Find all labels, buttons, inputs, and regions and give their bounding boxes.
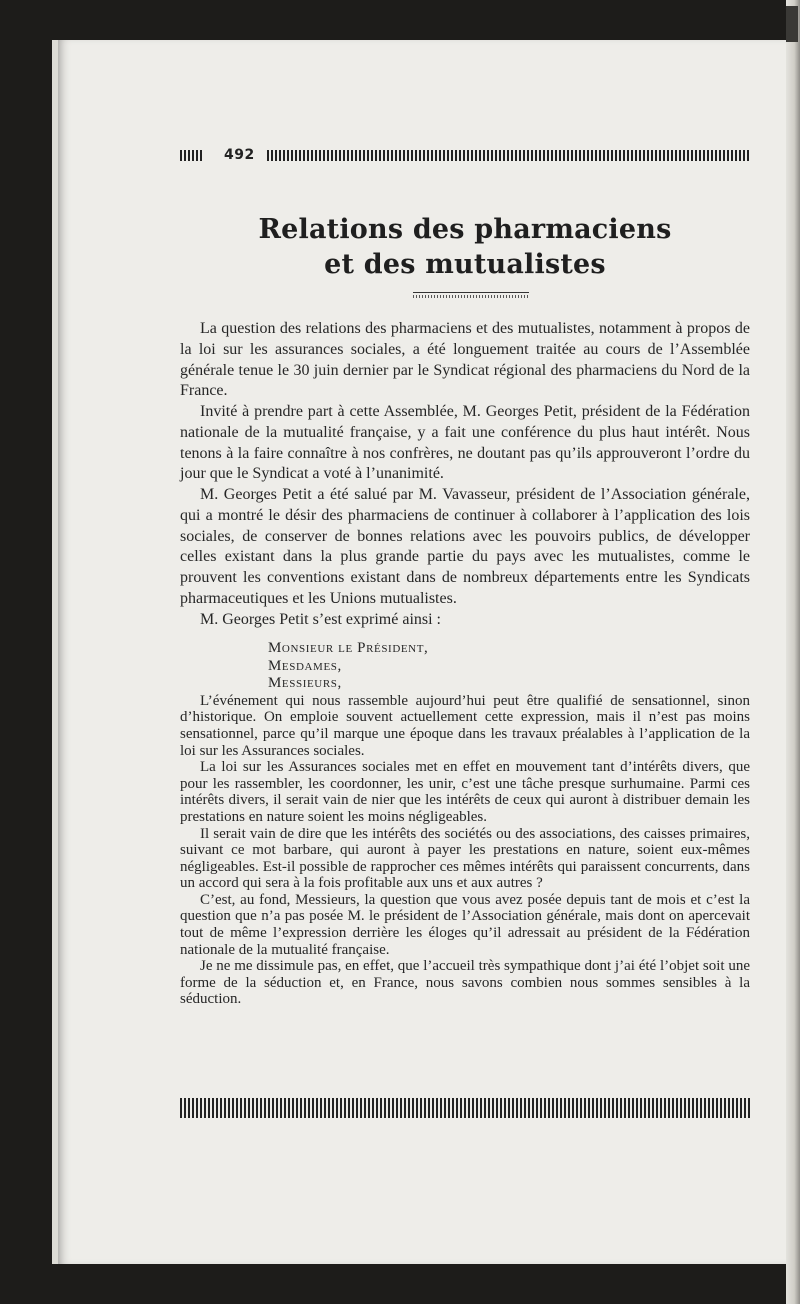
page-edge <box>786 0 800 1304</box>
salutation-line-2: Mesdames, <box>268 657 342 674</box>
speech-paragraph-1: L’événement qui nous rassemble aujourd’hui peut être qualifié de sensationnel, sinon d’historique. On emploie souvent actuellement cette expression, mais il n’est pas moins sensationnel, parce qu’il marque une époque dans les travaux préalables à l’application de la loi sur les Assurances sociales. <box>180 692 750 759</box>
speech-paragraph-2: La loi sur les Assurances sociales met en effet en mouvement tant d’intérêts divers, que pour les rassembler, les coordonner, les unir, c’est une tâche presque surhumaine. Parmi ces intérêts divers, il serait vain de nier que les intérêts de ceux qui auront à distribuer demain les prestations en nature soient les moins négligeables. <box>180 759 750 825</box>
header-rule-left <box>180 150 204 161</box>
article-title <box>180 212 750 282</box>
article-body <box>180 319 750 1008</box>
speech-paragraph-5: Je ne me dissimule pas, en effet, que l’accueil très sympathique dont j’ai été l’objet soit une forme de la séduction et, en France, nous savons combien nous sommes sensibles à la séduction. <box>180 958 750 1008</box>
salutation-line-1: Monsieur le Président, <box>268 640 429 657</box>
paragraph-2: Invité à prendre part à cette Assemblée, M. Georges Petit, président de la Fédération nationale de la mutualité française, y a fait une conférence du plus haut intérêt. Nous tenons à la faire connaître à nos confrères, ne doutant pas qu’ils approuveront l’ordre du jour que le Syndicat a voté à l’unanimité. <box>180 403 750 483</box>
paragraph-3: M. Georges Petit a été salué par M. Vavasseur, président de l’Association générale, qui a montré le désir des pharmaciens de continuer à collaborer à l’application des lois sociales, de conserver de bonnes relations avec les pouvoirs publics, de développer celles existant dans la plus grande partie du pays avec les mutualistes, comme le prouvent les conventions existant dans de nombreux départements entre les Syndicats pharmaceutiques et les Unions mutualistes. <box>180 486 750 607</box>
speech-paragraph-3: Il serait vain de dire que les intérêts des sociétés ou des associations, des caisses primaires, suivant ce mot barbare, qui auront à payer les prestations en nature, soient eux-mêmes négligeables. Est-il possible de rapprocher ces mêmes intérêts qui paraissent concurrents, dans un accord qui sera à la fois profitable aux uns et aux autres ? <box>180 825 750 892</box>
paragraph-4: M. Georges Petit s’est exprimé ainsi : <box>200 610 441 628</box>
page-number: 492 <box>224 147 255 163</box>
title-line-2: et des mutualistes <box>324 249 606 280</box>
paragraph-1: La question des relations des pharmaciens et des mutualistes, notamment à propos de la loi sur les assurances sociales, a été longuement traitée au cours de l’Assemblée générale tenue le 30 juin dernier par le Syndicat régional des pharmaciens du Nord de la France. <box>180 320 750 400</box>
salutation-line-3: Messieurs, <box>268 675 342 692</box>
header-rule-right <box>267 150 750 161</box>
title-line-1: Relations des pharmaciens <box>258 214 672 245</box>
footer-rule <box>180 1098 750 1118</box>
edge-mark <box>786 6 798 42</box>
title-ornament <box>413 292 529 298</box>
running-head <box>180 148 750 162</box>
speech-paragraph-4: C’est, au fond, Messieurs, la question que vous avez posée depuis tant de mois et c’est la question que n’a pas posée M. le président de l’Association générale, mais dont on apercevait tout de même l’expression derrière les éloges qu’il adressait au président de la Fédération nationale de la mutualité française. <box>180 891 750 958</box>
